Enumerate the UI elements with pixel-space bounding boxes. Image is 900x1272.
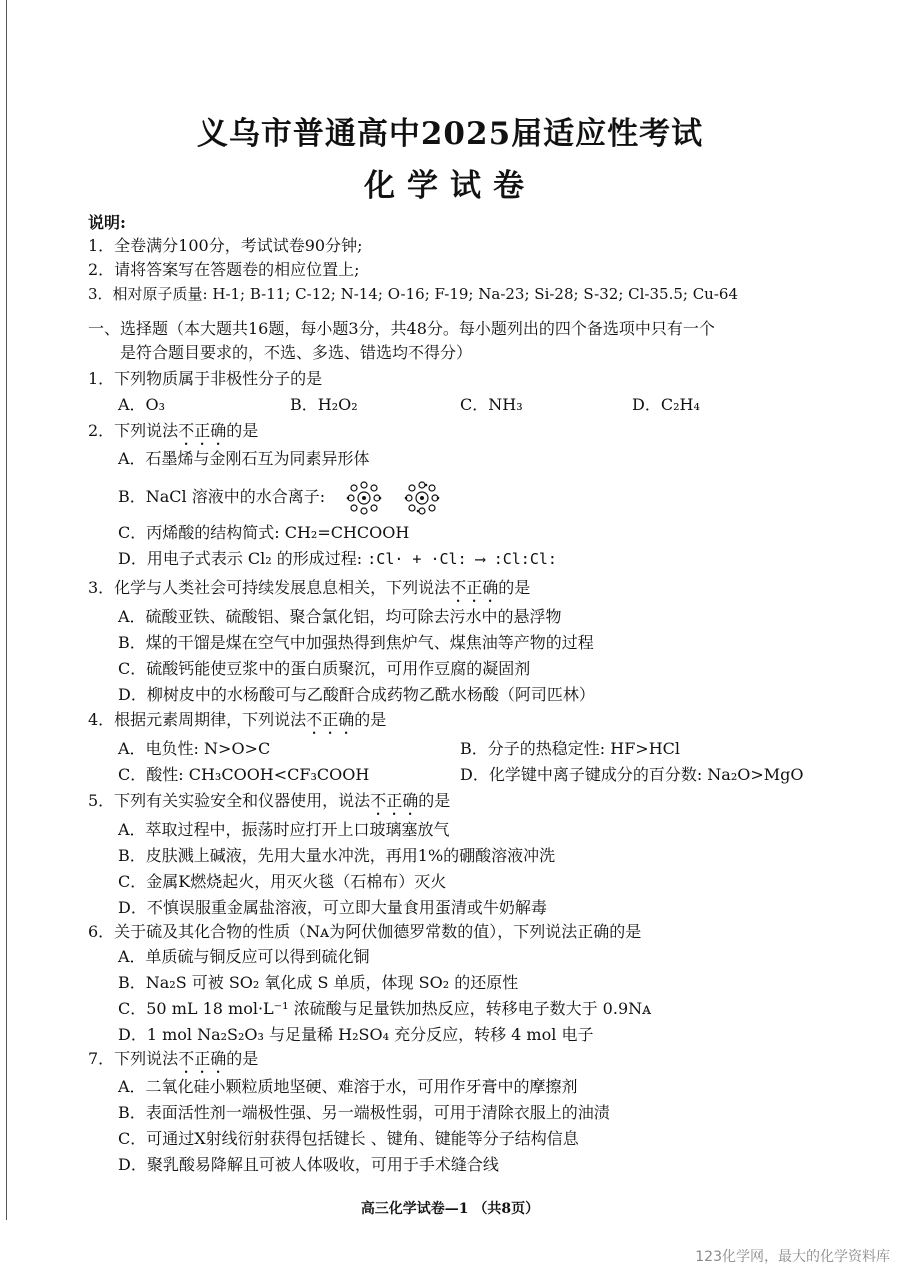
- q1-option-b: B．H₂O₂: [290, 395, 358, 414]
- note-item-2: 2．请将答案写在答题卷的相应位置上;: [88, 260, 360, 279]
- q2-option-b: [118, 480, 454, 515]
- q3-option-c: C．硫酸钙能使豆浆中的蛋白质聚沉，可用作豆腐的凝固剂: [118, 659, 531, 678]
- q3-stem-pre: 3．化学与人类社会可持续发展息息相关，下列说法: [88, 578, 451, 597]
- q2-option-d-text: D．用电子式表示 Cl₂ 的形成过程:: [118, 549, 363, 568]
- q4-option-a: A．电负性: N>O>C: [118, 739, 271, 758]
- q5-option-a: A．萃取过程中，振荡时应打开上口玻璃塞放气: [118, 820, 450, 839]
- q4-stem-post: 的是: [354, 710, 387, 729]
- q7-stem-post: 的是: [226, 1049, 259, 1068]
- q4-option-c: C．酸性: CH₃COOH<CF₃COOH: [118, 765, 370, 784]
- q3-option-d: D．柳树皮中的水杨酸可与乙酸酐合成药物乙酰水杨酸（阿司匹林）: [118, 685, 595, 704]
- exam-subtitle: 化学试卷: [364, 168, 536, 204]
- site-watermark: 123化学网，最大的化学资料库: [695, 1249, 890, 1265]
- q1-stem: 1．下列物质属于非极性分子的是: [88, 369, 323, 388]
- q5-stem-emphasis: 不正确: [370, 791, 419, 810]
- q7-option-a: A．二氧化硅小颗粒质地坚硬、难溶于水，可用作牙膏中的摩擦剂: [118, 1077, 578, 1096]
- q5-option-d: D．不慎误服重金属盐溶液，可立即大量食用蛋清或牛奶解毒: [118, 898, 547, 917]
- q3-stem: [88, 577, 530, 606]
- note-item-1: 1．全卷满分100分，考试试卷90分钟;: [88, 236, 363, 255]
- page-footer: 高三化学试卷—1 （共8页）: [360, 1201, 540, 1217]
- q6-option-c: C．50 mL 18 mol·L⁻¹ 浓硫酸与足量铁加热反应，转移电子数大于 0.9Nᴀ: [118, 999, 652, 1018]
- q2-stem-post: 的是: [226, 421, 259, 440]
- hydrated-ions-diagram: [334, 481, 454, 515]
- section-heading-cont: 是符合题目要求的，不选、多选、错选均不得分）: [120, 343, 473, 362]
- q2-stem: [88, 420, 258, 449]
- q4-option-d: D．化学键中离子键成分的百分数: Na₂O>MgO: [460, 765, 804, 784]
- cl2-electron-formula: :Cl· + ·Cl: ⟶ :Cl:Cl:: [367, 550, 557, 568]
- q7-option-c: C．可通过X射线衍射获得包括键长 、键角、键能等分子结构信息: [118, 1129, 579, 1148]
- q4-stem-emphasis: 不正确: [306, 710, 355, 729]
- q7-option-b: B．表面活性剂一端极性强、另一端极性弱，可用于清除衣服上的油渍: [118, 1103, 610, 1122]
- q4-stem-pre: 4．根据元素周期律，下列说法: [88, 710, 307, 729]
- q3-stem-emphasis: 不正确: [450, 578, 499, 597]
- q7-option-d: D．聚乳酸易降解且可被人体吸收，可用于手术缝合线: [118, 1155, 499, 1174]
- q3-option-b: B．煤的干馏是煤在空气中加强热得到焦炉气、煤焦油等产物的过程: [118, 633, 594, 652]
- q4-option-b: B．分子的热稳定性: HF>HCl: [460, 739, 681, 758]
- section-heading: 一、选择题（本大题共16题，每小题3分，共48分。每小题列出的四个备选项中只有一个: [88, 319, 715, 338]
- q1-option-c: C．NH₃: [460, 395, 523, 414]
- q5-stem-post: 的是: [418, 791, 451, 810]
- q2-stem-emphasis: 不正确: [178, 421, 227, 440]
- q7-stem: [88, 1048, 258, 1077]
- q3-stem-post: 的是: [498, 578, 531, 597]
- q7-stem-pre: 7．下列说法: [88, 1049, 179, 1068]
- q4-stem: [88, 709, 386, 738]
- note-item-3: 3．相对原子质量: H-1; B-11; C-12; N-14; O-16; F-19; Na-23; Si-28; S-32; Cl-35.5; Cu-64: [88, 285, 739, 303]
- q6-option-b: B．Na₂S 可被 SO₂ 氧化成 S 单质，体现 SO₂ 的还原性: [118, 973, 519, 992]
- q2-option-d: [118, 548, 557, 570]
- q2-option-a: A．石墨烯与金刚石互为同素异形体: [118, 449, 370, 468]
- q5-stem: [88, 790, 450, 819]
- exam-title: 义乌市普通高中2025届适应性考试: [196, 116, 704, 152]
- q7-stem-emphasis: 不正确: [178, 1049, 227, 1068]
- q6-option-a: A．单质硫与铜反应可以得到硫化铜: [118, 947, 370, 966]
- q3-option-a: A．硫酸亚铁、硫酸铝、聚合氯化铝，均可除去污水中的悬浮物: [118, 607, 562, 626]
- q1-option-d: D．C₂H₄: [632, 395, 700, 414]
- q5-option-b: B．皮肤溅上碱液，先用大量水冲洗，再用1%的硼酸溶液冲洗: [118, 846, 556, 865]
- q1-option-a: A．O₃: [118, 395, 166, 414]
- q6-stem: 6．关于硫及其化合物的性质（Nᴀ为阿伏伽德罗常数的值），下列说法正确的是: [88, 922, 642, 941]
- q5-stem-pre: 5．下列有关实验安全和仪器使用，说法: [88, 791, 371, 810]
- notes-heading: 说明:: [88, 213, 126, 232]
- q2-option-c: C．丙烯酸的结构简式: CH₂=CHCOOH: [118, 523, 410, 542]
- q6-option-d: D．1 mol Na₂S₂O₃ 与足量稀 H₂SO₄ 充分反应，转移 4 mol 电子: [118, 1025, 594, 1044]
- q5-option-c: C．金属K燃烧起火，用灭火毯（石棉布）灭火: [118, 872, 447, 891]
- q2-stem-pre: 2．下列说法: [88, 421, 179, 440]
- q2-option-b-text: B．NaCl 溶液中的水合离子:: [118, 487, 326, 506]
